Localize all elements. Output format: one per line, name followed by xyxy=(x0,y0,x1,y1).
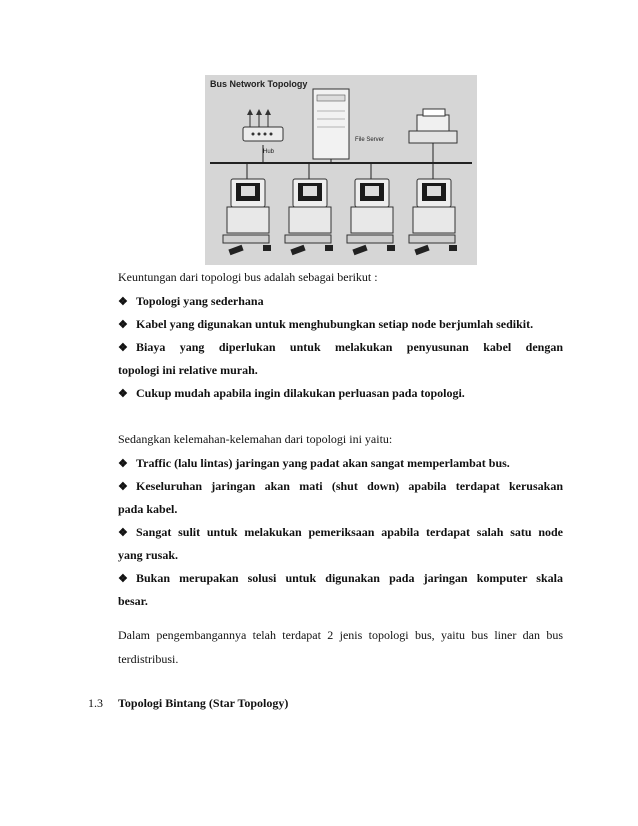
disadvantage-item-2-line-1 xyxy=(118,475,563,498)
figure-title: Bus Network Topology xyxy=(210,79,308,89)
advantages-intro: Keuntungan dari topologi bus adalah sebagai berikut : xyxy=(118,270,378,284)
diamond-bullet-icon: ❖ xyxy=(118,319,128,331)
disadvantages-intro: Sedangkan kelemahan-kelemahan dari topologi ini yaitu: xyxy=(118,432,393,446)
file-server-label: File Server xyxy=(355,137,385,143)
disadvantage-item-1 xyxy=(118,452,563,475)
diamond-bullet-icon: ❖ xyxy=(118,388,128,400)
disadvantage-item-4-line-2 xyxy=(118,590,563,612)
diamond-bullet-icon: ❖ xyxy=(118,481,128,493)
disadvantage-item-4-line-1 xyxy=(118,567,563,590)
hub-label: Hub xyxy=(263,149,275,155)
disadvantage-item-text: Keseluruhan jaringan akan mati (shut down) apabila terdapat kerusakan xyxy=(136,479,563,493)
disadvantage-item-3-line-2 xyxy=(118,544,563,566)
advantage-item-3-line-1 xyxy=(118,336,563,359)
diamond-bullet-icon: ❖ xyxy=(118,458,128,470)
disadvantage-item-text: Sangat sulit untuk melakukan pemeriksaan apabila terdapat salah satu node xyxy=(136,525,563,539)
disadvantage-item-text: besar. xyxy=(118,594,148,608)
advantage-item-text: Kabel yang digunakan untuk menghubungkan setiap node berjumlah sedikit. xyxy=(136,317,534,331)
development-paragraph-line-2: terdistribusi. xyxy=(118,652,179,666)
diamond-bullet-icon: ❖ xyxy=(118,527,128,539)
disadvantage-item-2-line-2 xyxy=(118,498,563,520)
advantage-item-3-line-2 xyxy=(118,359,563,381)
bus-network-figure xyxy=(205,75,477,265)
diamond-bullet-icon: ❖ xyxy=(118,342,128,354)
diamond-bullet-icon: ❖ xyxy=(118,573,128,585)
advantage-item-4 xyxy=(118,382,563,405)
disadvantage-item-text: Bukan merupakan solusi untuk digunakan pada jaringan komputer skala xyxy=(136,571,563,585)
advantage-item-text: topologi ini relative murah. xyxy=(118,363,258,377)
advantage-item-2 xyxy=(118,313,563,336)
development-paragraph-line-1: Dalam pengembangannya telah terdapat 2 jenis topologi bus, yaitu bus liner dan bus xyxy=(118,628,563,642)
section-number: 1.3 xyxy=(88,696,103,710)
section-title: Topologi Bintang (Star Topology) xyxy=(118,696,289,710)
advantage-item-1 xyxy=(118,290,563,313)
diamond-bullet-icon: ❖ xyxy=(118,296,128,308)
advantage-item-text: Biaya yang diperlukan untuk melakukan penyusunan kabel dengan xyxy=(136,340,563,354)
advantage-item-text: Cukup mudah apabila ingin dilakukan perluasan pada topologi. xyxy=(136,386,465,400)
disadvantage-item-3-line-1 xyxy=(118,521,563,544)
disadvantage-item-text: Traffic (lalu lintas) jaringan yang padat akan sangat memperlambat bus. xyxy=(136,456,510,470)
disadvantage-item-text: pada kabel. xyxy=(118,502,178,516)
disadvantage-item-text: yang rusak. xyxy=(118,548,179,562)
advantage-item-text: Topologi yang sederhana xyxy=(136,294,264,308)
